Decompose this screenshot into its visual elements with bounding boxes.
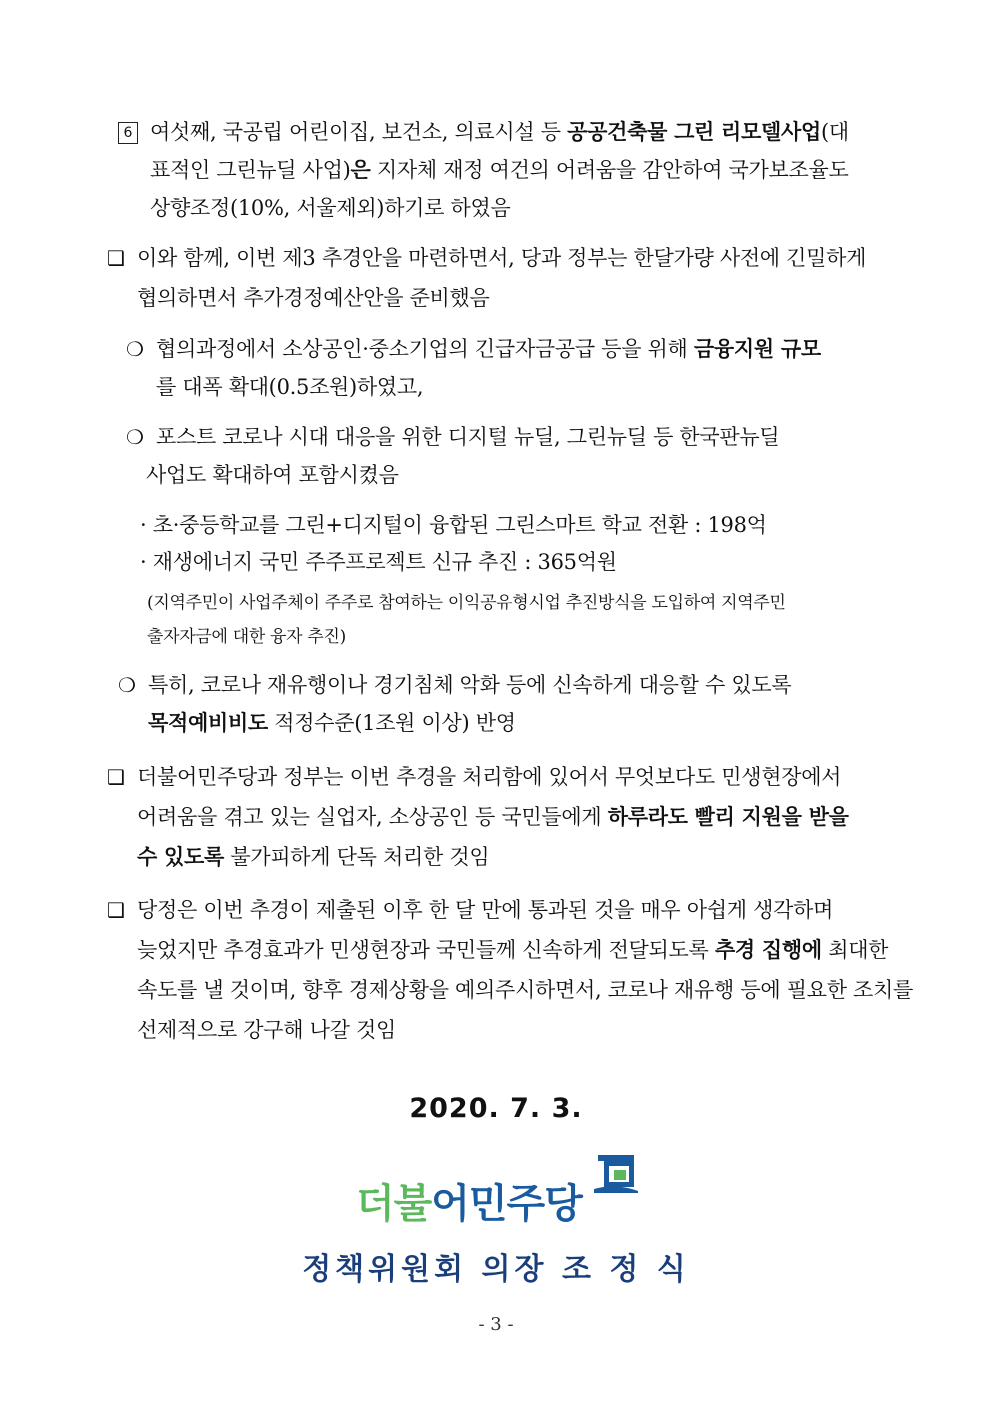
- emphasis-text: 금융지원 규모: [693, 336, 821, 361]
- checkbox-bullet-icon: ❑: [107, 765, 125, 789]
- party-logo: [348, 1150, 648, 1225]
- party-flag-icon: [594, 1153, 638, 1193]
- sub2-line-2: 사업도 확대하여 포함시켰음: [146, 463, 399, 487]
- text-segment: 여섯째, 국공립 어린이집, 보건소, 의료시설 등: [150, 120, 568, 144]
- emphasis-text: 공공건축물 그린 리모델사업: [567, 119, 821, 144]
- circle-bullet-icon: ❍: [118, 673, 136, 697]
- checkbox-bullet-icon: ❑: [107, 898, 125, 922]
- circle-bullet-icon: ❍: [126, 425, 144, 449]
- para3-line-3: 속도를 낼 것이며, 향후 경제상황을 예의주시하면서, 코로나 재유행 등에 필요한 조치를: [137, 978, 914, 1002]
- emphasis-text: 수 있도록: [137, 844, 224, 869]
- text-segment: 협의과정에서 소상공인·중소기업의 긴급자금공급 등을 위해: [156, 337, 694, 361]
- para3-line-4: 선제적으로 강구해 나갈 것임: [137, 1018, 396, 1042]
- page-number: - 3 -: [478, 1314, 514, 1335]
- text-segment: 늦었지만 추경효과가 민생현장과 국민들께 신속하게 전달되도록: [137, 938, 715, 962]
- sub3-line-1: 특히, 코로나 재유행이나 경기침체 악화 등에 신속하게 대응할 수 있도록: [148, 673, 792, 697]
- item6-line-3: 상향조정(10%, 서울제외)하기로 하였음: [150, 196, 511, 220]
- signature-line: 정책위원회 의장 조 정 식: [302, 1252, 690, 1287]
- text-segment: 표적인 그린뉴딜 사업): [150, 158, 351, 182]
- text-segment: 어려움을 겪고 있는 실업자, 소상공인 등 국민들에게: [137, 805, 608, 829]
- para1-line-2: 협의하면서 추가경정예산안을 준비했음: [137, 286, 490, 310]
- sub2-line-1: 포스트 코로나 시대 대응을 위한 디지털 뉴딜, 그린뉴딜 등 한국판뉴딜: [156, 425, 780, 449]
- para3-line-1: 당정은 이번 추경이 제출된 이후 한 달 만에 통과된 것을 매우 아쉽게 생각하며: [137, 898, 834, 922]
- sub2-bullet-2: · 재생에너지 국민 주주프로젝트 신규 추진 : 365억원: [140, 550, 617, 574]
- document-date: 2020. 7. 3.: [409, 1093, 583, 1124]
- para2-line-2: [137, 802, 849, 832]
- sub1-line-2: 를 대폭 확대(0.5조원)하였고,: [156, 375, 424, 399]
- text-segment: (대: [820, 120, 849, 144]
- sub1-line-1: [156, 334, 821, 364]
- para2-line-1: 더불어민주당과 정부는 이번 추경을 처리함에 있어서 무엇보다도 민생현장에서: [137, 765, 842, 789]
- circle-bullet-icon: ❍: [126, 337, 144, 361]
- sub2-bullet-1: · 초·중등학교를 그린+디지털이 융합된 그린스마트 학교 전환 : 198억: [140, 513, 767, 537]
- emphasis-text: 하루라도 빨리 지원을 받을: [607, 804, 849, 829]
- emphasis-text: 목적예비비도: [148, 710, 268, 735]
- sub2-note-1: (지역주민이 사업주체이 주주로 참여하는 이익공유형시업 추진방식을 도입하여 지역주민: [147, 593, 786, 613]
- party-logo-text: [356, 1172, 582, 1229]
- logo-text-green: 더불: [356, 1181, 432, 1227]
- item-number-box: 6: [118, 122, 138, 144]
- item6-line-1: [150, 117, 849, 147]
- para2-line-3: [137, 842, 489, 872]
- checkbox-bullet-icon: ❑: [107, 246, 125, 270]
- text-segment: 불가피하게 단독 처리한 것임: [223, 845, 490, 869]
- para3-line-2: [137, 935, 888, 965]
- item6-line-2: [150, 155, 848, 185]
- sub2-note-2: 출자자금에 대한 융자 추진): [147, 627, 346, 647]
- text-segment: 적정수준(1조원 이상) 반영: [267, 711, 516, 735]
- emphasis-text: 은: [350, 157, 371, 182]
- text-segment: 최대한: [821, 938, 889, 962]
- emphasis-text: 추경 집행에: [714, 937, 822, 962]
- text-segment: 지자체 재정 여건의 어려움을 감안하여 국가보조율도: [370, 158, 849, 182]
- sub3-line-2: [148, 708, 516, 738]
- logo-text-blue: 어민주당: [431, 1181, 582, 1227]
- para1-line-1: 이와 함께, 이번 제3 추경안을 마련하면서, 당과 정부는 한달가량 사전에 긴밀하게: [137, 246, 867, 270]
